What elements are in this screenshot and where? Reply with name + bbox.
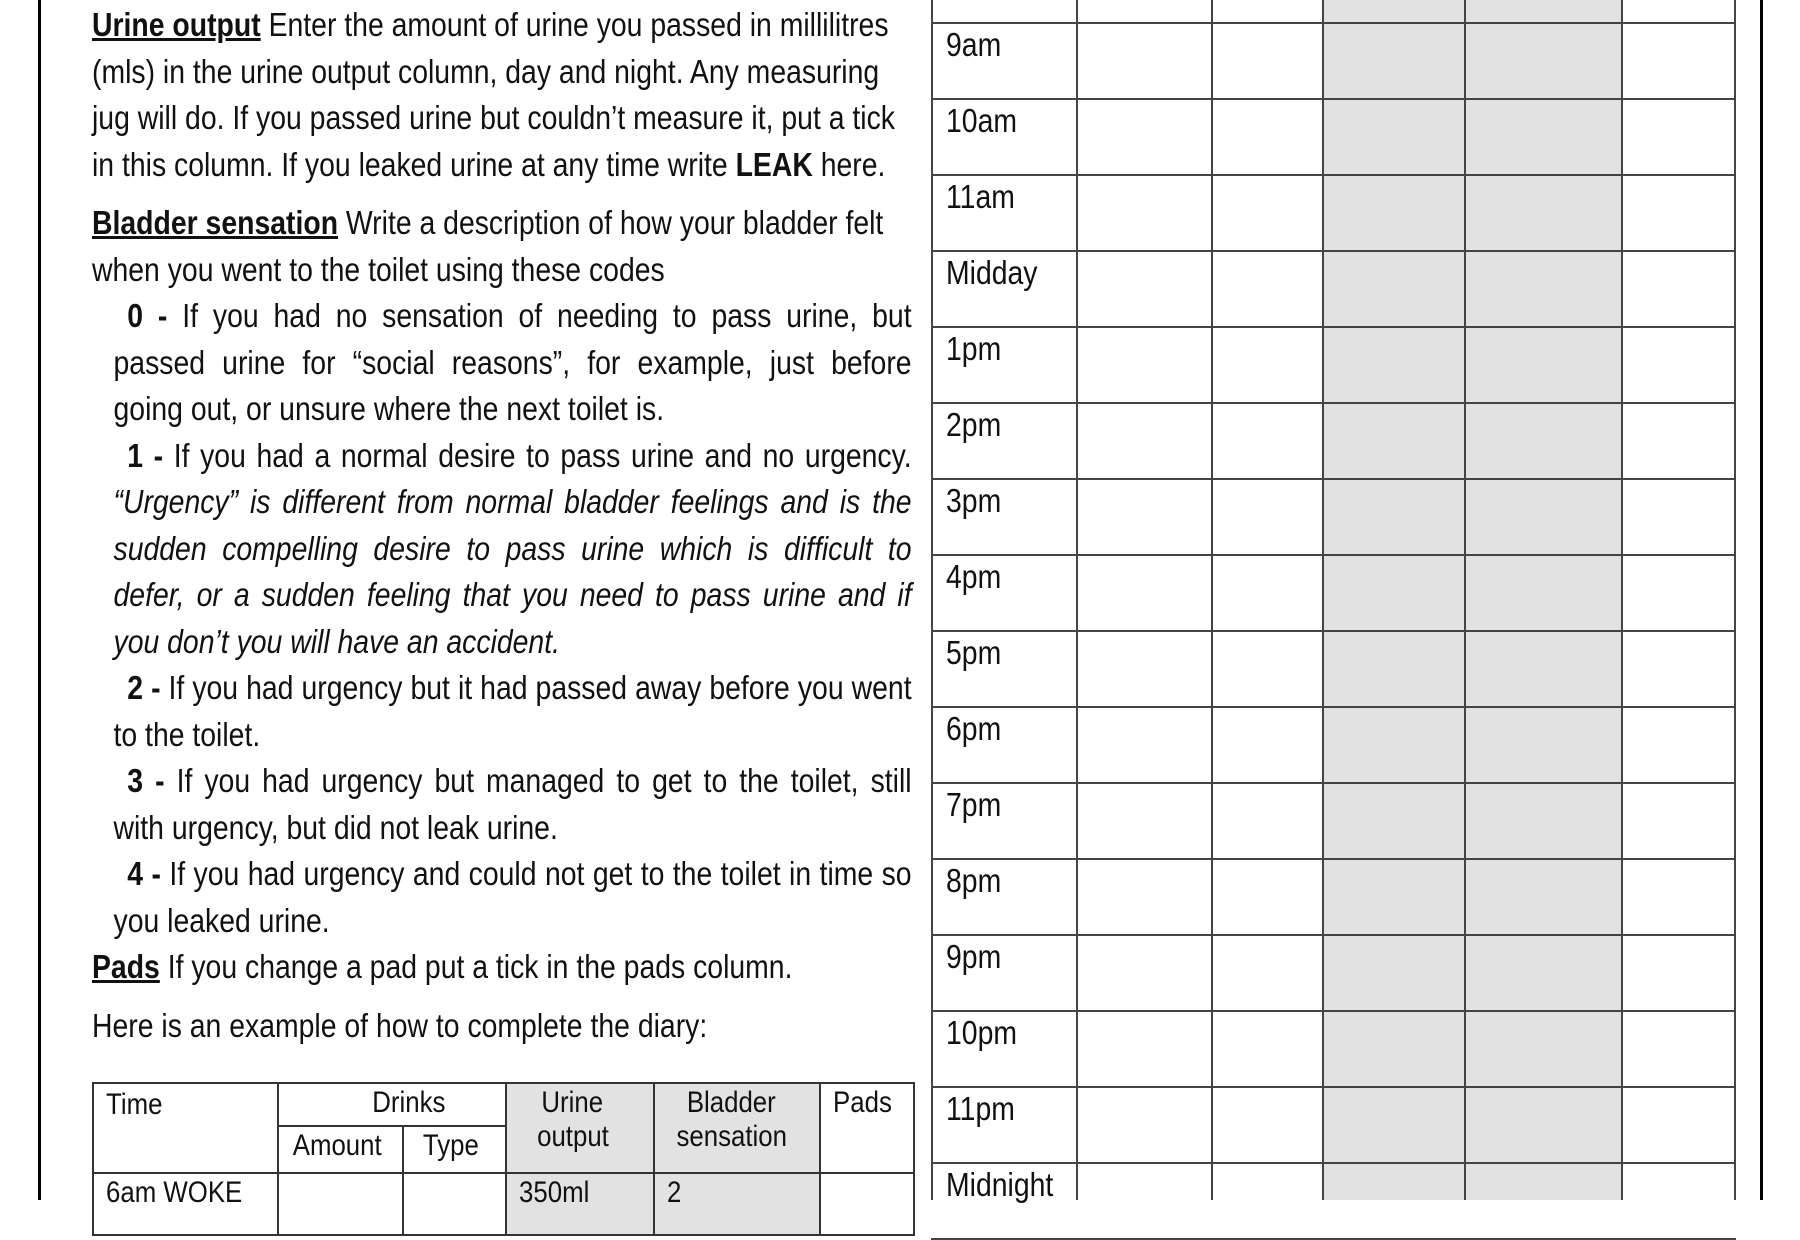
example-row-time [93,1173,278,1235]
code-4 [92,851,912,944]
bladder-sensation-paragraph [92,200,912,293]
code-0 [92,293,912,433]
instructions-column [92,0,912,1049]
code-2-number: 2 - [127,669,161,706]
example-row-urine-output-value: 350ml [519,1176,590,1209]
time-label: 10pm [946,1014,1018,1051]
grid-row [931,402,1736,480]
example-row-amount [278,1173,403,1235]
code-2-text: If you had urgency but it had passed away before you went to the toilet. [113,669,912,753]
header-time-label: Time [106,1088,163,1121]
grid-row [931,934,1736,1012]
code-3-number: 3 - [127,762,165,799]
grid-row [931,98,1736,176]
time-label: Midnight [946,1166,1054,1203]
pads-paragraph [92,944,912,991]
header-time [93,1083,278,1173]
time-label: 11pm [946,1090,1015,1127]
example-row-type [403,1173,506,1235]
header-type [403,1126,506,1173]
pads-text: If you change a pad put a tick in the pads column. [159,948,793,985]
urine-output-heading: Urine output [92,6,261,43]
code-1-text: If you had a normal desire to pass urine and no urgency. [163,436,912,474]
grid-row [931,630,1736,708]
header-pads [820,1083,914,1173]
header-type-label: Type [422,1128,479,1162]
bladder-sensation-heading: Bladder sensation [92,204,339,241]
code-4-number: 4 - [127,855,161,892]
leak-keyword: LEAK [735,145,813,183]
code-3 [92,758,912,851]
code-0-text: If you had no sensation of needing to pass urine, but passed urine for “social reasons”, for example, just before going out, or unsure where the next toilet is. [113,297,912,427]
urine-output-text-end: here. [812,145,886,183]
grid-row-partial [931,0,1736,24]
example-row-pads [820,1173,914,1235]
time-label: 3pm [946,482,1002,519]
code-4-text: If you had urgency and could not get to the toilet in time so you leaked urine. [113,855,912,939]
grid-row [931,706,1736,784]
time-label: 2pm [946,406,1002,443]
time-label: 4pm [946,558,1002,595]
time-label: 6pm [946,710,1002,747]
code-0-number: 0 - [127,297,168,334]
time-label: 9pm [946,938,1002,975]
header-drinks [278,1083,506,1126]
header-bladder-sensation-line1: Bladder [686,1086,776,1119]
example-row-bladder-sensation [654,1173,820,1235]
urine-output-paragraph [92,2,912,188]
grid-row [931,1086,1736,1164]
bladder-sensation-text: Write a description of how your bladder felt when you went to the toilet using these codes [92,204,884,288]
grid-row [931,22,1736,100]
header-pads-label: Pads [833,1086,892,1119]
pads-heading: Pads [92,948,160,985]
code-1 [92,433,912,666]
example-row-bladder-sensation-value: 2 [667,1176,682,1209]
example-intro: Here is an example of how to complete the diary: [92,1006,708,1044]
grid-row [931,326,1736,404]
header-drinks-label: Drinks [372,1086,446,1119]
time-label: 1pm [946,330,1002,367]
code-1-number: 1 - [127,436,164,474]
example-row [93,1173,914,1235]
time-label: 8pm [946,862,1002,899]
example-row-urine-output [506,1173,654,1235]
grid-row [931,782,1736,860]
grid-row [931,554,1736,632]
header-amount-label: Amount [292,1128,382,1162]
urgency-definition: “Urgency” is different from normal bladder feelings and is the sudden compelling desire to pass urine which is difficult to defer, or a sudden feeling that you need to pass urine and if you don’t you will have an accident. [113,483,912,660]
header-urine-output-line1: Urine [541,1086,604,1119]
page-border-left [38,0,41,1200]
page-border-right [1760,0,1763,1200]
time-label: 9am [946,26,1002,63]
urine-output-text: Enter the amount of urine you passed in millilitres (mls) in the urine output column, day and night. Any measuring jug will do. If you passed urine but couldn’t measure it, put a tick in this column. If you leaked urine at any time write [92,6,895,183]
example-row-time-value: 6am WOKE [106,1176,243,1209]
grid-row [931,250,1736,328]
grid-row [931,478,1736,556]
header-urine-output [506,1083,654,1173]
grid-row [931,1010,1736,1088]
grid-row [931,1162,1736,1240]
time-label: 11am [946,178,1015,215]
time-label: 7pm [946,786,1002,823]
code-3-text: If you had urgency but managed to get to the toilet, still with urgency, but did not leak urine. [113,762,912,846]
time-label: 10am [946,102,1018,139]
grid-row [931,858,1736,936]
header-urine-output-line2: output [537,1120,609,1153]
header-bladder-sensation [654,1083,820,1173]
example-table [92,1082,915,1236]
code-2 [92,665,912,758]
header-bladder-sensation-line2: sensation [676,1120,787,1153]
example-header-row [93,1083,914,1126]
header-amount [278,1126,403,1173]
time-label: Midday [946,254,1038,291]
grid-row [931,174,1736,252]
time-label: 5pm [946,634,1002,671]
